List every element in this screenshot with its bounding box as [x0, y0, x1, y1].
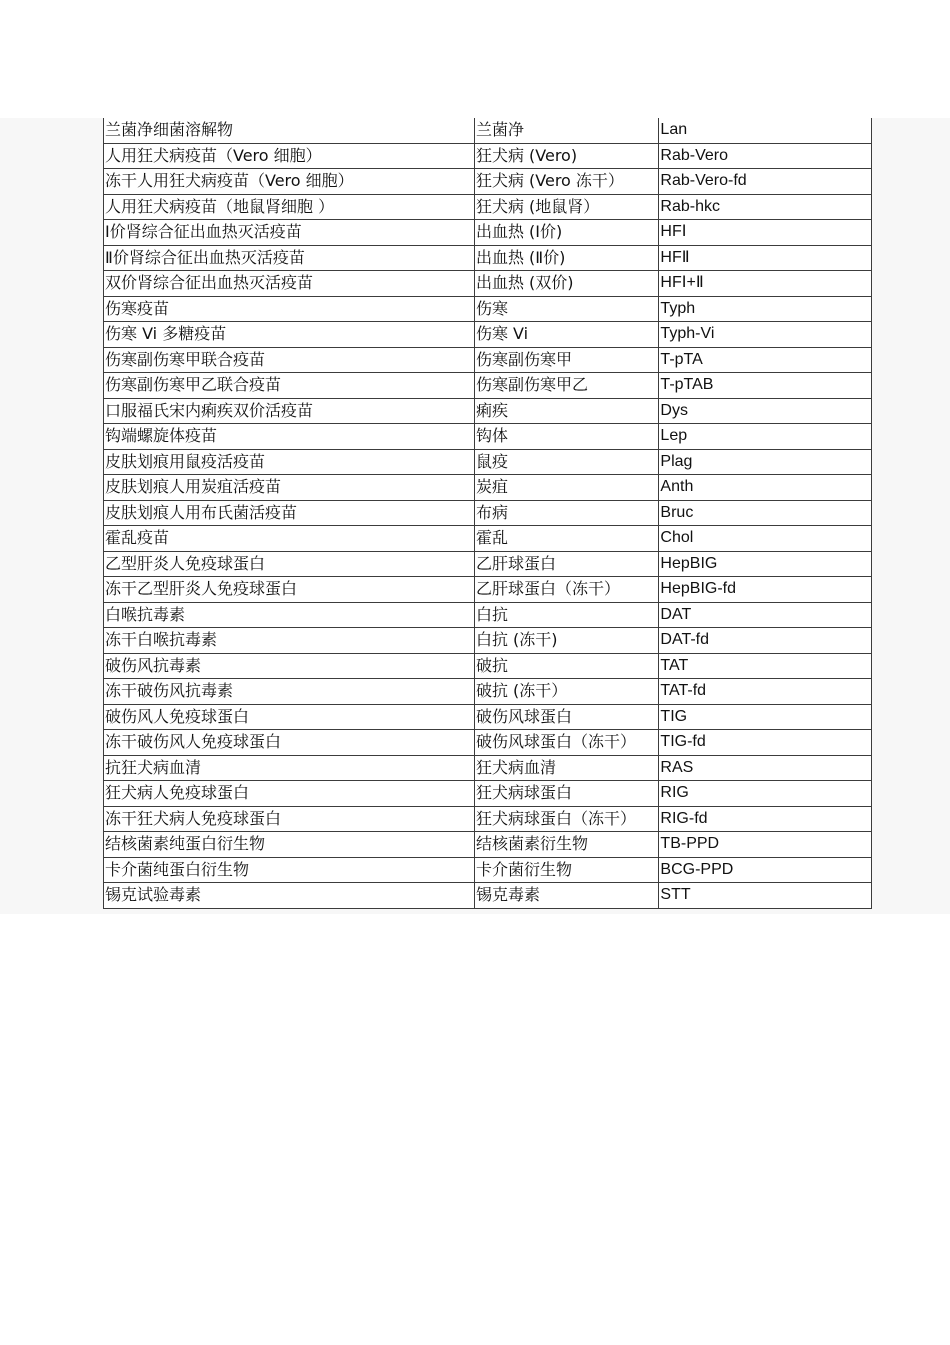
- vaccine-name-cell: 皮肤划痕人用炭疽活疫苗: [104, 475, 475, 501]
- abbreviation-code-cell: TAT: [659, 653, 872, 679]
- abbreviation-code-cell: TIG-fd: [659, 730, 872, 756]
- vaccine-name-cell: Ⅱ价肾综合征出血热灭活疫苗: [104, 245, 475, 271]
- short-name-cell: 狂犬病 (地鼠肾）: [474, 194, 658, 220]
- vaccine-name-cell: 破伤风人免疫球蛋白: [104, 704, 475, 730]
- short-name-cell: 痢疾: [474, 398, 658, 424]
- table-row: [104, 730, 872, 756]
- table-row: [104, 500, 872, 526]
- short-name-cell: 乙肝球蛋白: [474, 551, 658, 577]
- vaccine-name-cell: 人用狂犬病疫苗（地鼠肾细胞 ）: [104, 194, 475, 220]
- abbreviation-code-cell: Plag: [659, 449, 872, 475]
- table-row: [104, 526, 872, 552]
- table-row: [104, 296, 872, 322]
- short-name-cell: 狂犬病 (Vero): [474, 143, 658, 169]
- abbreviation-code-cell: Typh: [659, 296, 872, 322]
- short-name-cell: 卡介菌衍生物: [474, 857, 658, 883]
- short-name-cell: 白抗: [474, 602, 658, 628]
- short-name-cell: 破伤风球蛋白（冻干）: [474, 730, 658, 756]
- vaccine-name-cell: 口服福氏宋内痢疾双价活疫苗: [104, 398, 475, 424]
- table-row: [104, 220, 872, 246]
- vaccine-name-cell: 伤寒副伤寒甲联合疫苗: [104, 347, 475, 373]
- table-body: [104, 118, 872, 908]
- short-name-cell: 锡克毒素: [474, 883, 658, 909]
- vaccine-abbreviation-table: [103, 118, 872, 909]
- vaccine-name-cell: Ⅰ价肾综合征出血热灭活疫苗: [104, 220, 475, 246]
- vaccine-name-cell: 冻干人用狂犬病疫苗（Vero 细胞）: [104, 169, 475, 195]
- vaccine-name-cell: 白喉抗毒素: [104, 602, 475, 628]
- table-row: [104, 806, 872, 832]
- abbreviation-code-cell: HFⅠ: [659, 220, 872, 246]
- abbreviation-code-cell: RIG: [659, 781, 872, 807]
- table-row: [104, 832, 872, 858]
- table-row: [104, 271, 872, 297]
- abbreviation-code-cell: HepBIG-fd: [659, 577, 872, 603]
- table-row: [104, 169, 872, 195]
- short-name-cell: 狂犬病球蛋白（冻干）: [474, 806, 658, 832]
- table-row: [104, 245, 872, 271]
- abbreviation-code-cell: RAS: [659, 755, 872, 781]
- abbreviation-code-cell: STT: [659, 883, 872, 909]
- short-name-cell: 布病: [474, 500, 658, 526]
- abbreviation-code-cell: HFⅡ: [659, 245, 872, 271]
- table-row: [104, 602, 872, 628]
- short-name-cell: 炭疽: [474, 475, 658, 501]
- vaccine-name-cell: 冻干狂犬病人免疫球蛋白: [104, 806, 475, 832]
- abbreviation-code-cell: BCG-PPD: [659, 857, 872, 883]
- short-name-cell: 伤寒副伤寒甲乙: [474, 373, 658, 399]
- abbreviation-code-cell: TAT-fd: [659, 679, 872, 705]
- short-name-cell: 结核菌素衍生物: [474, 832, 658, 858]
- table-row: [104, 704, 872, 730]
- short-name-cell: 兰菌净: [474, 118, 658, 143]
- abbreviation-code-cell: HFⅠ+Ⅱ: [659, 271, 872, 297]
- short-name-cell: 出血热 (Ⅱ价): [474, 245, 658, 271]
- short-name-cell: 伤寒副伤寒甲: [474, 347, 658, 373]
- vaccine-name-cell: 钩端螺旋体疫苗: [104, 424, 475, 450]
- short-name-cell: 乙肝球蛋白（冻干）: [474, 577, 658, 603]
- table-row: [104, 883, 872, 909]
- abbreviation-code-cell: DAT: [659, 602, 872, 628]
- short-name-cell: 出血热 (双价): [474, 271, 658, 297]
- abbreviation-code-cell: Lan: [659, 118, 872, 143]
- table-row: [104, 194, 872, 220]
- abbreviation-code-cell: T-pTA: [659, 347, 872, 373]
- abbreviation-code-cell: Anth: [659, 475, 872, 501]
- abbreviation-code-cell: Rab-Vero: [659, 143, 872, 169]
- table-row: [104, 398, 872, 424]
- table-row: [104, 628, 872, 654]
- table-row: [104, 653, 872, 679]
- vaccine-name-cell: 结核菌素纯蛋白衍生物: [104, 832, 475, 858]
- short-name-cell: 出血热 (Ⅰ价): [474, 220, 658, 246]
- short-name-cell: 伤寒 Vi: [474, 322, 658, 348]
- vaccine-name-cell: 皮肤划痕人用布氏菌活疫苗: [104, 500, 475, 526]
- abbreviation-code-cell: Rab-Vero-fd: [659, 169, 872, 195]
- table-row: [104, 373, 872, 399]
- vaccine-name-cell: 皮肤划痕用鼠疫活疫苗: [104, 449, 475, 475]
- vaccine-name-cell: 抗狂犬病血清: [104, 755, 475, 781]
- vaccine-name-cell: 伤寒副伤寒甲乙联合疫苗: [104, 373, 475, 399]
- abbreviation-code-cell: RIG-fd: [659, 806, 872, 832]
- abbreviation-code-cell: Typh-Vi: [659, 322, 872, 348]
- table-row: [104, 449, 872, 475]
- vaccine-name-cell: 霍乱疫苗: [104, 526, 475, 552]
- abbreviation-code-cell: TIG: [659, 704, 872, 730]
- short-name-cell: 狂犬病 (Vero 冻干）: [474, 169, 658, 195]
- short-name-cell: 霍乱: [474, 526, 658, 552]
- abbreviation-code-cell: Dys: [659, 398, 872, 424]
- table-row: [104, 475, 872, 501]
- abbreviation-code-cell: DAT-fd: [659, 628, 872, 654]
- abbreviation-code-cell: Chol: [659, 526, 872, 552]
- short-name-cell: 伤寒: [474, 296, 658, 322]
- table-row: [104, 857, 872, 883]
- table-row: [104, 118, 872, 143]
- short-name-cell: 钩体: [474, 424, 658, 450]
- table-row: [104, 347, 872, 373]
- vaccine-name-cell: 冻干破伤风人免疫球蛋白: [104, 730, 475, 756]
- table-row: [104, 755, 872, 781]
- table-row: [104, 577, 872, 603]
- vaccine-name-cell: 卡介菌纯蛋白衍生物: [104, 857, 475, 883]
- vaccine-name-cell: 人用狂犬病疫苗（Vero 细胞）: [104, 143, 475, 169]
- vaccine-name-cell: 伤寒疫苗: [104, 296, 475, 322]
- vaccine-name-cell: 冻干破伤风抗毒素: [104, 679, 475, 705]
- vaccine-name-cell: 兰菌净细菌溶解物: [104, 118, 475, 143]
- abbreviation-code-cell: HepBIG: [659, 551, 872, 577]
- vaccine-name-cell: 冻干白喉抗毒素: [104, 628, 475, 654]
- vaccine-name-cell: 双价肾综合征出血热灭活疫苗: [104, 271, 475, 297]
- table-row: [104, 551, 872, 577]
- abbreviation-code-cell: TB-PPD: [659, 832, 872, 858]
- vaccine-name-cell: 伤寒 Vi 多糖疫苗: [104, 322, 475, 348]
- abbreviation-code-cell: Lep: [659, 424, 872, 450]
- short-name-cell: 狂犬病球蛋白: [474, 781, 658, 807]
- table-row: [104, 424, 872, 450]
- vaccine-name-cell: 冻干乙型肝炎人免疫球蛋白: [104, 577, 475, 603]
- vaccine-name-cell: 锡克试验毒素: [104, 883, 475, 909]
- table-row: [104, 679, 872, 705]
- short-name-cell: 破伤风球蛋白: [474, 704, 658, 730]
- table-row: [104, 322, 872, 348]
- short-name-cell: 鼠疫: [474, 449, 658, 475]
- abbreviation-code-cell: Bruc: [659, 500, 872, 526]
- table-row: [104, 781, 872, 807]
- abbreviation-code-cell: Rab-hkc: [659, 194, 872, 220]
- short-name-cell: 狂犬病血清: [474, 755, 658, 781]
- short-name-cell: 破抗 (冻干）: [474, 679, 658, 705]
- short-name-cell: 破抗: [474, 653, 658, 679]
- abbreviation-code-cell: T-pTAB: [659, 373, 872, 399]
- vaccine-name-cell: 乙型肝炎人免疫球蛋白: [104, 551, 475, 577]
- vaccine-name-cell: 破伤风抗毒素: [104, 653, 475, 679]
- short-name-cell: 白抗 (冻干): [474, 628, 658, 654]
- vaccine-name-cell: 狂犬病人免疫球蛋白: [104, 781, 475, 807]
- table-row: [104, 143, 872, 169]
